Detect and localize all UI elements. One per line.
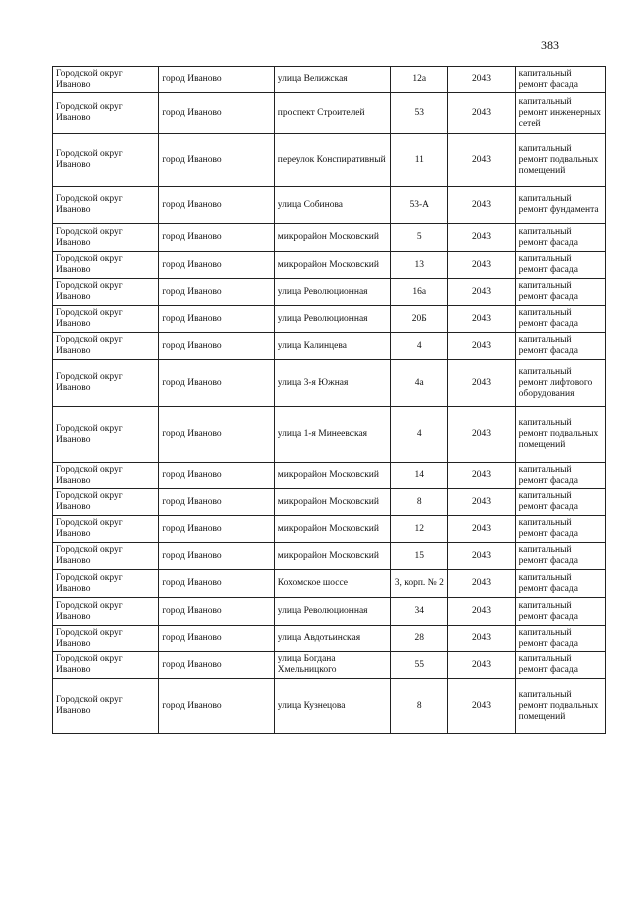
city-cell: город Иваново bbox=[159, 279, 274, 306]
city-cell: город Иваново bbox=[159, 134, 274, 187]
work-type-cell: капитальный ремонт фасада bbox=[515, 463, 605, 489]
district-cell: Городской округ Иваново bbox=[53, 516, 159, 543]
district-cell: Городской округ Иваново bbox=[53, 187, 159, 224]
year-cell: 2043 bbox=[448, 134, 515, 187]
district-cell: Городской округ Иваново bbox=[53, 543, 159, 570]
street-cell: микрорайон Московский bbox=[274, 224, 390, 252]
work-type-cell: капитальный ремонт фасада bbox=[515, 333, 605, 360]
work-type-cell: капитальный ремонт инженерных сетей bbox=[515, 93, 605, 134]
city-cell: город Иваново bbox=[159, 463, 274, 489]
city-cell: город Иваново bbox=[159, 360, 274, 407]
street-cell: микрорайон Московский bbox=[274, 543, 390, 570]
year-cell: 2043 bbox=[448, 306, 515, 333]
year-cell: 2043 bbox=[448, 187, 515, 224]
year-cell: 2043 bbox=[448, 570, 515, 598]
house-number-cell: 16а bbox=[391, 279, 448, 306]
house-number-cell: 20Б bbox=[391, 306, 448, 333]
district-cell: Городской округ Иваново bbox=[53, 626, 159, 652]
work-type-cell: капитальный ремонт фасада bbox=[515, 67, 605, 93]
work-type-cell: капитальный ремонт фасада bbox=[515, 279, 605, 306]
work-type-cell: капитальный ремонт фасада bbox=[515, 516, 605, 543]
district-cell: Городской округ Иваново bbox=[53, 224, 159, 252]
table-row bbox=[53, 333, 606, 360]
street-cell: микрорайон Московский bbox=[274, 463, 390, 489]
house-number-cell: 55 bbox=[391, 652, 448, 679]
city-cell: город Иваново bbox=[159, 224, 274, 252]
work-type-cell: капитальный ремонт подвальных помещений bbox=[515, 134, 605, 187]
year-cell: 2043 bbox=[448, 516, 515, 543]
table-row bbox=[53, 652, 606, 679]
year-cell: 2043 bbox=[448, 407, 515, 463]
work-type-cell: капитальный ремонт фасада bbox=[515, 598, 605, 626]
table-row bbox=[53, 224, 606, 252]
table-row bbox=[53, 570, 606, 598]
table-row bbox=[53, 134, 606, 187]
district-cell: Городской округ Иваново bbox=[53, 407, 159, 463]
work-type-cell: капитальный ремонт фасада bbox=[515, 224, 605, 252]
district-cell: Городской округ Иваново bbox=[53, 679, 159, 734]
house-number-cell: 53-А bbox=[391, 187, 448, 224]
house-number-cell: 8 bbox=[391, 679, 448, 734]
work-type-cell: капитальный ремонт фасада bbox=[515, 306, 605, 333]
city-cell: город Иваново bbox=[159, 679, 274, 734]
work-type-cell: капитальный ремонт фасада bbox=[515, 626, 605, 652]
city-cell: город Иваново bbox=[159, 598, 274, 626]
work-type-cell: капитальный ремонт подвальных помещений bbox=[515, 679, 605, 734]
house-number-cell: 3, корп. № 2 bbox=[391, 570, 448, 598]
table-row bbox=[53, 679, 606, 734]
house-number-cell: 4а bbox=[391, 360, 448, 407]
house-number-cell: 28 bbox=[391, 626, 448, 652]
year-cell: 2043 bbox=[448, 679, 515, 734]
table-row bbox=[53, 187, 606, 224]
page-number: 383 bbox=[541, 38, 559, 52]
work-type-cell: капитальный ремонт фасада bbox=[515, 652, 605, 679]
street-cell: микрорайон Московский bbox=[274, 516, 390, 543]
year-cell: 2043 bbox=[448, 93, 515, 134]
district-cell: Городской округ Иваново bbox=[53, 652, 159, 679]
house-number-cell: 4 bbox=[391, 333, 448, 360]
house-number-cell: 14 bbox=[391, 463, 448, 489]
district-cell: Городской округ Иваново bbox=[53, 570, 159, 598]
district-cell: Городской округ Иваново bbox=[53, 360, 159, 407]
district-cell: Городской округ Иваново bbox=[53, 252, 159, 279]
year-cell: 2043 bbox=[448, 360, 515, 407]
table-row bbox=[53, 67, 606, 93]
table-row bbox=[53, 306, 606, 333]
street-cell: улица Революционная bbox=[274, 279, 390, 306]
table-row bbox=[53, 489, 606, 516]
table-row bbox=[53, 279, 606, 306]
district-cell: Городской округ Иваново bbox=[53, 67, 159, 93]
street-cell: улица Революционная bbox=[274, 306, 390, 333]
house-number-cell: 5 bbox=[391, 224, 448, 252]
district-cell: Городской округ Иваново bbox=[53, 93, 159, 134]
district-cell: Городской округ Иваново bbox=[53, 598, 159, 626]
city-cell: город Иваново bbox=[159, 93, 274, 134]
house-number-cell: 12а bbox=[391, 67, 448, 93]
city-cell: город Иваново bbox=[159, 333, 274, 360]
city-cell: город Иваново bbox=[159, 626, 274, 652]
house-number-cell: 13 bbox=[391, 252, 448, 279]
district-cell: Городской округ Иваново bbox=[53, 134, 159, 187]
house-number-cell: 4 bbox=[391, 407, 448, 463]
year-cell: 2043 bbox=[448, 626, 515, 652]
house-number-cell: 8 bbox=[391, 489, 448, 516]
work-type-cell: капитальный ремонт фасада bbox=[515, 252, 605, 279]
year-cell: 2043 bbox=[448, 489, 515, 516]
year-cell: 2043 bbox=[448, 224, 515, 252]
city-cell: город Иваново bbox=[159, 306, 274, 333]
house-number-cell: 12 bbox=[391, 516, 448, 543]
house-number-cell: 15 bbox=[391, 543, 448, 570]
street-cell: микрорайон Московский bbox=[274, 252, 390, 279]
street-cell: микрорайон Московский bbox=[274, 489, 390, 516]
city-cell: город Иваново bbox=[159, 516, 274, 543]
year-cell: 2043 bbox=[448, 598, 515, 626]
city-cell: город Иваново bbox=[159, 489, 274, 516]
table-row bbox=[53, 516, 606, 543]
district-cell: Городской округ Иваново bbox=[53, 279, 159, 306]
street-cell: улица Велижская bbox=[274, 67, 390, 93]
city-cell: город Иваново bbox=[159, 407, 274, 463]
street-cell: улица Авдотьинская bbox=[274, 626, 390, 652]
table-row bbox=[53, 93, 606, 134]
registry-table bbox=[52, 66, 606, 734]
work-type-cell: капитальный ремонт лифтового оборудования bbox=[515, 360, 605, 407]
street-cell: переулок Конспиративный bbox=[274, 134, 390, 187]
year-cell: 2043 bbox=[448, 543, 515, 570]
work-type-cell: капитальный ремонт фасада bbox=[515, 570, 605, 598]
work-type-cell: капитальный ремонт фундамента bbox=[515, 187, 605, 224]
house-number-cell: 53 bbox=[391, 93, 448, 134]
year-cell: 2043 bbox=[448, 463, 515, 489]
house-number-cell: 11 bbox=[391, 134, 448, 187]
street-cell: улица Богдана Хмельницкого bbox=[274, 652, 390, 679]
year-cell: 2043 bbox=[448, 252, 515, 279]
street-cell: улица 3-я Южная bbox=[274, 360, 390, 407]
table-row bbox=[53, 407, 606, 463]
year-cell: 2043 bbox=[448, 652, 515, 679]
city-cell: город Иваново bbox=[159, 187, 274, 224]
street-cell: улица Кузнецова bbox=[274, 679, 390, 734]
table-row bbox=[53, 360, 606, 407]
year-cell: 2043 bbox=[448, 279, 515, 306]
table-row bbox=[53, 626, 606, 652]
work-type-cell: капитальный ремонт фасада bbox=[515, 489, 605, 516]
district-cell: Городской округ Иваново bbox=[53, 333, 159, 360]
street-cell: улица Калинцева bbox=[274, 333, 390, 360]
table-row bbox=[53, 543, 606, 570]
table-row bbox=[53, 252, 606, 279]
district-cell: Городской округ Иваново bbox=[53, 489, 159, 516]
street-cell: Кохомское шоссе bbox=[274, 570, 390, 598]
city-cell: город Иваново bbox=[159, 570, 274, 598]
city-cell: город Иваново bbox=[159, 543, 274, 570]
year-cell: 2043 bbox=[448, 67, 515, 93]
city-cell: город Иваново bbox=[159, 652, 274, 679]
work-type-cell: капитальный ремонт фасада bbox=[515, 543, 605, 570]
city-cell: город Иваново bbox=[159, 67, 274, 93]
year-cell: 2043 bbox=[448, 333, 515, 360]
table-row bbox=[53, 463, 606, 489]
work-type-cell: капитальный ремонт подвальных помещений bbox=[515, 407, 605, 463]
registry-body bbox=[53, 67, 606, 734]
city-cell: город Иваново bbox=[159, 252, 274, 279]
street-cell: улица Собинова bbox=[274, 187, 390, 224]
street-cell: улица Революционная bbox=[274, 598, 390, 626]
table-row bbox=[53, 598, 606, 626]
street-cell: улица 1-я Минеевская bbox=[274, 407, 390, 463]
house-number-cell: 34 bbox=[391, 598, 448, 626]
district-cell: Городской округ Иваново bbox=[53, 306, 159, 333]
street-cell: проспект Строителей bbox=[274, 93, 390, 134]
district-cell: Городской округ Иваново bbox=[53, 463, 159, 489]
